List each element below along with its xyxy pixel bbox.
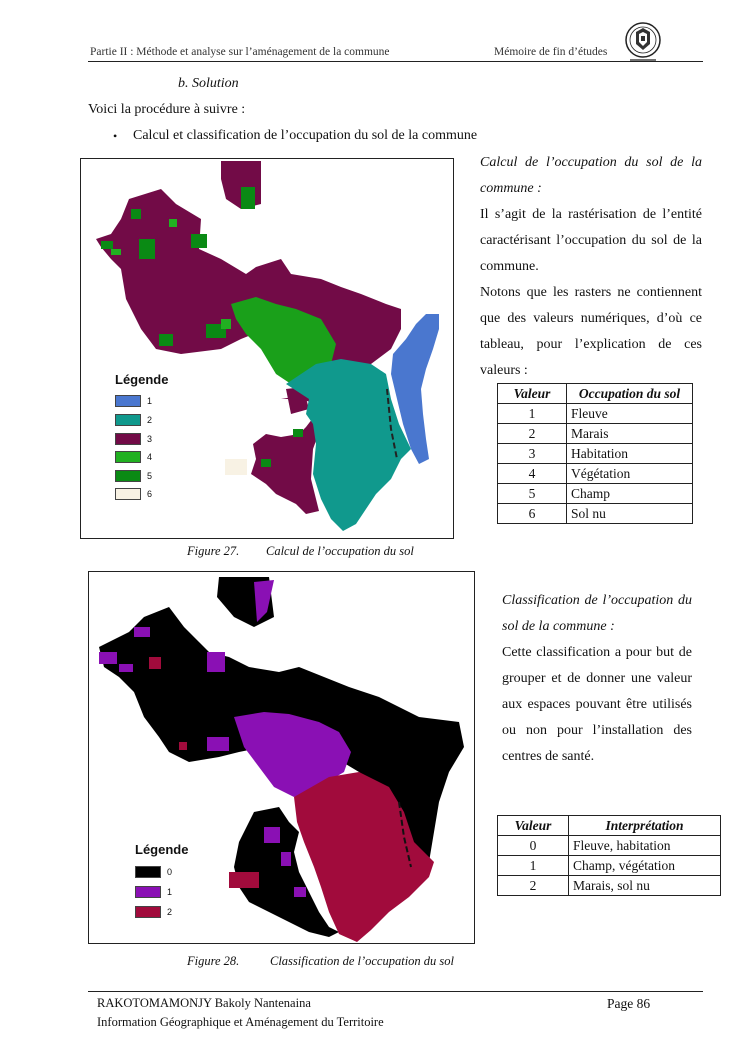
legend-item-6: 6 <box>115 488 152 500</box>
table-row <box>498 856 721 876</box>
table-cell-label: Habitation <box>567 444 693 464</box>
legend-swatch <box>115 488 141 500</box>
calcul-para-1: Il s’agit de la rastérisation de l’entité caractérisant l’occupation du sol de la commune. <box>480 207 702 274</box>
legend-swatch <box>115 451 141 463</box>
table-row <box>498 876 721 896</box>
table-row <box>498 504 693 524</box>
legend-swatch <box>115 433 141 445</box>
footer-rule <box>88 991 703 992</box>
intro-text: Voici la procédure à suivre : <box>88 102 246 117</box>
table-cell-label: Champ <box>567 484 693 504</box>
header-left: Partie II : Méthode et analyse sur l’aménagement de la commune <box>90 46 390 58</box>
university-logo <box>622 20 664 62</box>
legend-item-1: 1 <box>115 395 152 407</box>
table-cell-value: 6 <box>498 504 567 524</box>
table-row <box>498 484 693 504</box>
classif-title: Classification de l’occupation du sol de la commune : <box>502 593 692 634</box>
figure-27-map <box>80 158 454 539</box>
bullet-text: Calcul et classification de l’occupation du sol de la commune <box>133 128 478 143</box>
legend-item-2: 2 <box>115 414 152 426</box>
legend-item-5: 5 <box>115 470 152 482</box>
table-header-row <box>498 384 693 404</box>
table-cell-value: 2 <box>498 424 567 444</box>
table-cell-value: 1 <box>498 404 567 424</box>
bullet-dot: • <box>113 129 118 143</box>
legend-item-3: 3 <box>115 433 152 445</box>
classification-values-table <box>497 815 721 896</box>
legend-item-4: 4 <box>115 451 152 463</box>
figure-28-map <box>88 571 475 944</box>
figure-27-number: Figure 27. <box>187 544 240 558</box>
table-cell-value: 5 <box>498 484 567 504</box>
table-row <box>498 404 693 424</box>
table-cell-value: 3 <box>498 444 567 464</box>
table-cell-value: 0 <box>498 836 569 856</box>
table-cell-label: Fleuve <box>567 404 693 424</box>
table-cell-value: 4 <box>498 464 567 484</box>
figure-28-number: Figure 28. <box>187 954 240 968</box>
table-row <box>498 444 693 464</box>
calcul-para-2: Notons que les rasters ne contiennent que des valeurs numériques, d’où ce tableau, pour l’explication de ces valeurs : <box>480 285 702 378</box>
table-cell-label: Fleuve, habitation <box>569 836 721 856</box>
table-row <box>498 464 693 484</box>
legend-swatch <box>135 906 161 918</box>
legend-title: Légende <box>115 372 169 387</box>
footer-page-number: Page 86 <box>607 996 651 1011</box>
table-cell-label: Végétation <box>567 464 693 484</box>
map-region-sol-nu <box>225 459 247 475</box>
legend-item-2: 2 <box>135 906 172 918</box>
calcul-title: Calcul de l’occupation du sol de la commune : <box>480 155 702 196</box>
legend-swatch <box>115 395 141 407</box>
table-cell-label: Marais, sol nu <box>569 876 721 896</box>
map-region-habitation <box>96 189 401 369</box>
header-right: Mémoire de fin d’études <box>494 46 608 58</box>
table-cell-label: Sol nu <box>567 504 693 524</box>
table-row <box>498 836 721 856</box>
legend-item-0: 0 <box>135 866 172 878</box>
legend-swatch <box>115 414 141 426</box>
section-heading: b. Solution <box>178 76 239 91</box>
classif-para: Cette classification a pour but de grouper et de donner une valeur aux espaces pouvant être utilisés ou non pour l’installation des centres de santé. <box>502 645 692 764</box>
table-cell-value: 1 <box>498 856 569 876</box>
figure-28-caption: Classification de l’occupation du sol <box>270 954 455 968</box>
table-header-row <box>498 816 721 836</box>
header-rule <box>88 61 703 62</box>
table-header-value: Valeur <box>498 384 567 404</box>
footer-field: Information Géographique et Aménagement du Territoire <box>97 1015 384 1029</box>
legend-swatch <box>115 470 141 482</box>
table-cell-label: Champ, végétation <box>569 856 721 876</box>
table-header-value: Valeur <box>498 816 569 836</box>
legend-swatch <box>135 886 161 898</box>
figure-27-caption: Calcul de l’occupation du sol <box>266 544 414 558</box>
table-cell-label: Marais <box>567 424 693 444</box>
land-use-values-table <box>497 383 693 524</box>
legend-swatch <box>135 866 161 878</box>
table-header-interpretation: Interprétation <box>569 816 721 836</box>
legend-item-1: 1 <box>135 886 172 898</box>
table-header-occupation: Occupation du sol <box>567 384 693 404</box>
table-row <box>498 424 693 444</box>
footer-author: RAKOTOMAMONJY Bakoly Nantenaina <box>97 996 311 1010</box>
table-cell-value: 2 <box>498 876 569 896</box>
legend-title: Légende <box>135 842 189 857</box>
